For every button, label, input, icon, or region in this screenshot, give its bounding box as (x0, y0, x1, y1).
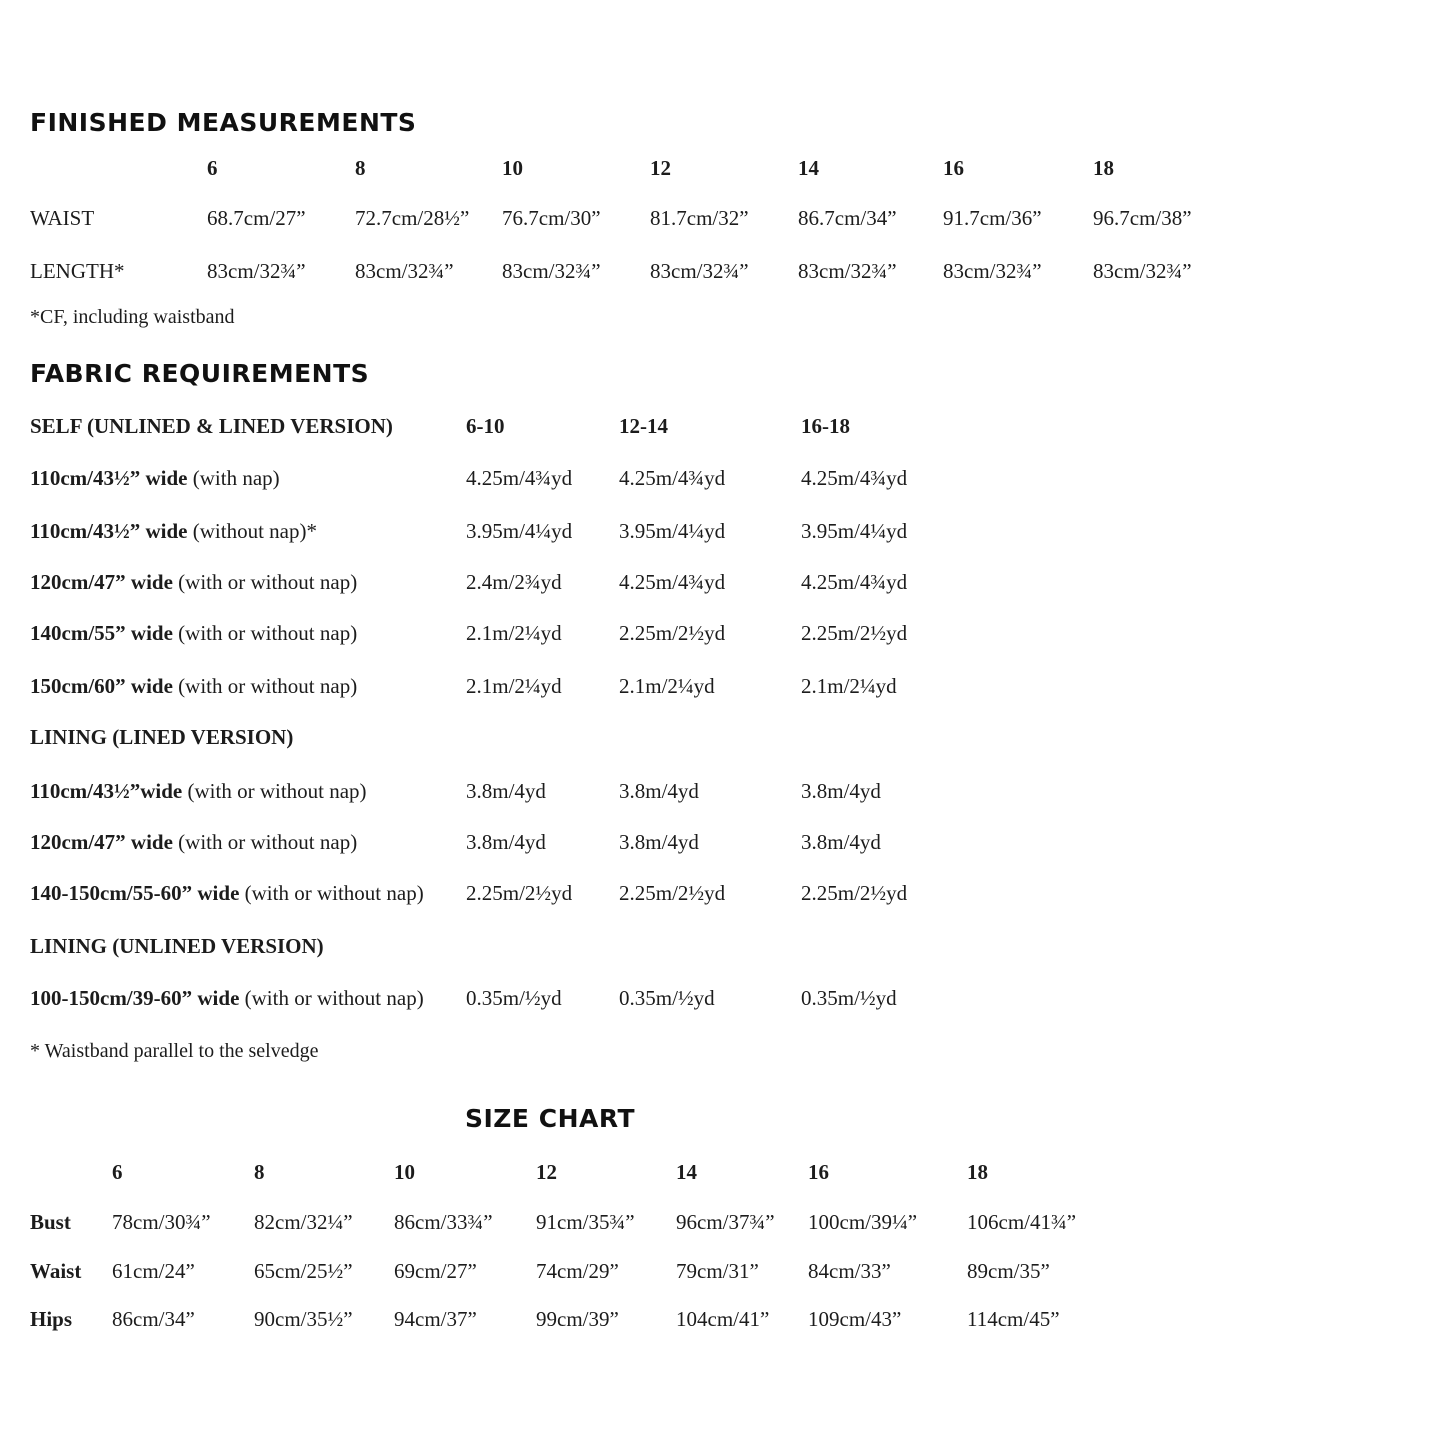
fm-cell: 68.7cm/27” (207, 206, 306, 230)
fr-cell: 2.1m/2¼yd (801, 674, 897, 698)
fabric-desc: (with or without nap) (172, 674, 358, 698)
fabric-desc: (with or without nap) (239, 881, 424, 905)
lining-lined-header: LINING (LINED VERSION) (30, 725, 294, 749)
fr-cell: 0.35m/½yd (619, 986, 715, 1010)
sc-cell: 65cm/25½” (254, 1259, 353, 1283)
fm-row-label: WAIST (30, 206, 95, 230)
fm-size-header: 14 (798, 156, 819, 180)
sc-cell: 84cm/33” (808, 1259, 891, 1283)
fabric-width: 140-150cm/55-60” wide (30, 881, 240, 905)
sc-cell: 96cm/37¾” (676, 1210, 775, 1234)
fr-cell: 3.95m/4¼yd (801, 519, 908, 543)
fm-size-header: 18 (1093, 156, 1114, 180)
fabric-width: 110cm/43½” wide (30, 466, 188, 490)
fm-cell: 91.7cm/36” (943, 206, 1042, 230)
fr-cell: 2.25m/2½yd (466, 881, 573, 905)
sc-size-header: 16 (808, 1160, 829, 1184)
fabric-desc: (with nap) (187, 466, 280, 490)
fr-cell: 4.25m/4¾yd (619, 466, 726, 490)
fr-cell: 2.1m/2¼yd (466, 674, 562, 698)
fr-row-label (30, 674, 357, 699)
fabric-desc: (with or without nap) (172, 570, 358, 594)
fabric-width: 110cm/43½” wide (30, 519, 188, 543)
fabric-width: 120cm/47” wide (30, 570, 173, 594)
fr-cell: 2.25m/2½yd (619, 621, 726, 645)
sc-row-label: Waist (30, 1259, 82, 1283)
fr-row-label (30, 779, 367, 804)
fm-size-header: 10 (502, 156, 523, 180)
fabric-desc: (with or without nap) (172, 830, 358, 854)
sc-cell: 106cm/41¾” (967, 1210, 1077, 1234)
fr-cell: 3.8m/4yd (466, 779, 546, 803)
sc-cell: 79cm/31” (676, 1259, 759, 1283)
fr-footnote: * Waistband parallel to the selvedge (30, 1040, 319, 1062)
fabric-width: 120cm/47” wide (30, 830, 173, 854)
sc-size-header: 8 (254, 1160, 265, 1184)
sc-cell: 99cm/39” (536, 1307, 619, 1331)
sc-cell: 82cm/32¼” (254, 1210, 353, 1234)
fr-cell: 2.1m/2¼yd (619, 674, 715, 698)
sc-size-header: 18 (967, 1160, 988, 1184)
fm-size-header: 16 (943, 156, 964, 180)
self-section-header: SELF (UNLINED & LINED VERSION) (30, 414, 393, 438)
fabric-width: 110cm/43½”wide (30, 779, 183, 803)
sc-cell: 104cm/41” (676, 1307, 770, 1331)
fr-size-group: 16-18 (801, 414, 850, 438)
fr-row-label (30, 830, 357, 855)
fr-cell: 0.35m/½yd (466, 986, 562, 1010)
fabric-width: 150cm/60” wide (30, 674, 173, 698)
fm-cell: 83cm/32¾” (1093, 259, 1192, 283)
fr-cell: 4.25m/4¾yd (801, 466, 908, 490)
sc-cell: 78cm/30¾” (112, 1210, 211, 1234)
sc-size-header: 14 (676, 1160, 697, 1184)
sc-cell: 114cm/45” (967, 1307, 1060, 1331)
sc-cell: 69cm/27” (394, 1259, 477, 1283)
fm-cell: 83cm/32¾” (650, 259, 749, 283)
sc-cell: 100cm/39¼” (808, 1210, 918, 1234)
sc-row-label: Hips (30, 1307, 73, 1331)
fr-row-label (30, 519, 317, 544)
fm-cell: 83cm/32¾” (943, 259, 1042, 283)
fabric-requirements-title: FABRIC REQUIREMENTS (30, 359, 370, 388)
fr-row-label (30, 621, 357, 646)
fm-footnote: *CF, including waistband (30, 306, 235, 328)
sc-cell: 86cm/33¾” (394, 1210, 493, 1234)
fr-cell: 3.8m/4yd (801, 830, 881, 854)
fr-cell: 4.25m/4¾yd (619, 570, 726, 594)
fr-cell: 2.4m/2¾yd (466, 570, 562, 594)
fr-row-label (30, 881, 424, 906)
fm-row-label: LENGTH* (30, 259, 125, 283)
sc-cell: 89cm/35” (967, 1259, 1050, 1283)
fabric-desc: (with or without nap) (182, 779, 367, 803)
fr-row-label (30, 986, 424, 1011)
fr-row-label (30, 466, 280, 491)
fabric-width: 100-150cm/39-60” wide (30, 986, 240, 1010)
fr-cell: 3.95m/4¼yd (466, 519, 573, 543)
fr-cell: 2.1m/2¼yd (466, 621, 562, 645)
fr-cell: 3.8m/4yd (801, 779, 881, 803)
fm-cell: 76.7cm/30” (502, 206, 601, 230)
fr-cell: 3.8m/4yd (619, 779, 699, 803)
fr-cell: 2.25m/2½yd (801, 881, 908, 905)
sc-size-header: 6 (112, 1160, 123, 1184)
fm-cell: 72.7cm/28½” (355, 206, 470, 230)
fr-cell: 2.25m/2½yd (619, 881, 726, 905)
fr-cell: 3.8m/4yd (466, 830, 546, 854)
fr-cell: 4.25m/4¾yd (466, 466, 573, 490)
fr-size-group: 12-14 (619, 414, 668, 438)
lining-unlined-header: LINING (UNLINED VERSION) (30, 934, 324, 958)
fm-cell: 81.7cm/32” (650, 206, 749, 230)
sc-cell: 91cm/35¾” (536, 1210, 635, 1234)
fm-size-header: 8 (355, 156, 366, 180)
size-chart-title: SIZE CHART (465, 1104, 636, 1133)
fr-cell: 4.25m/4¾yd (801, 570, 908, 594)
sc-size-header: 12 (536, 1160, 557, 1184)
fm-cell: 96.7cm/38” (1093, 206, 1192, 230)
fr-cell: 0.35m/½yd (801, 986, 897, 1010)
fabric-desc: (without nap)* (187, 519, 317, 543)
sc-cell: 94cm/37” (394, 1307, 477, 1331)
fabric-desc: (with or without nap) (239, 986, 424, 1010)
fr-size-group: 6-10 (466, 414, 505, 438)
fm-cell: 83cm/32¾” (798, 259, 897, 283)
fm-size-header: 6 (207, 156, 218, 180)
fabric-width: 140cm/55” wide (30, 621, 173, 645)
fr-cell: 3.95m/4¼yd (619, 519, 726, 543)
finished-measurements-title: FINISHED MEASUREMENTS (30, 108, 417, 137)
fm-cell: 86.7cm/34” (798, 206, 897, 230)
fm-cell: 83cm/32¾” (207, 259, 306, 283)
fm-cell: 83cm/32¾” (502, 259, 601, 283)
sc-size-header: 10 (394, 1160, 415, 1184)
sc-cell: 90cm/35½” (254, 1307, 353, 1331)
fabric-desc: (with or without nap) (172, 621, 358, 645)
fm-size-header: 12 (650, 156, 671, 180)
fr-cell: 2.25m/2½yd (801, 621, 908, 645)
sc-cell: 86cm/34” (112, 1307, 195, 1331)
sc-cell: 109cm/43” (808, 1307, 902, 1331)
sc-cell: 61cm/24” (112, 1259, 195, 1283)
sc-row-label: Bust (30, 1210, 71, 1234)
fr-row-label (30, 570, 357, 595)
fm-cell: 83cm/32¾” (355, 259, 454, 283)
sc-cell: 74cm/29” (536, 1259, 619, 1283)
fr-cell: 3.8m/4yd (619, 830, 699, 854)
